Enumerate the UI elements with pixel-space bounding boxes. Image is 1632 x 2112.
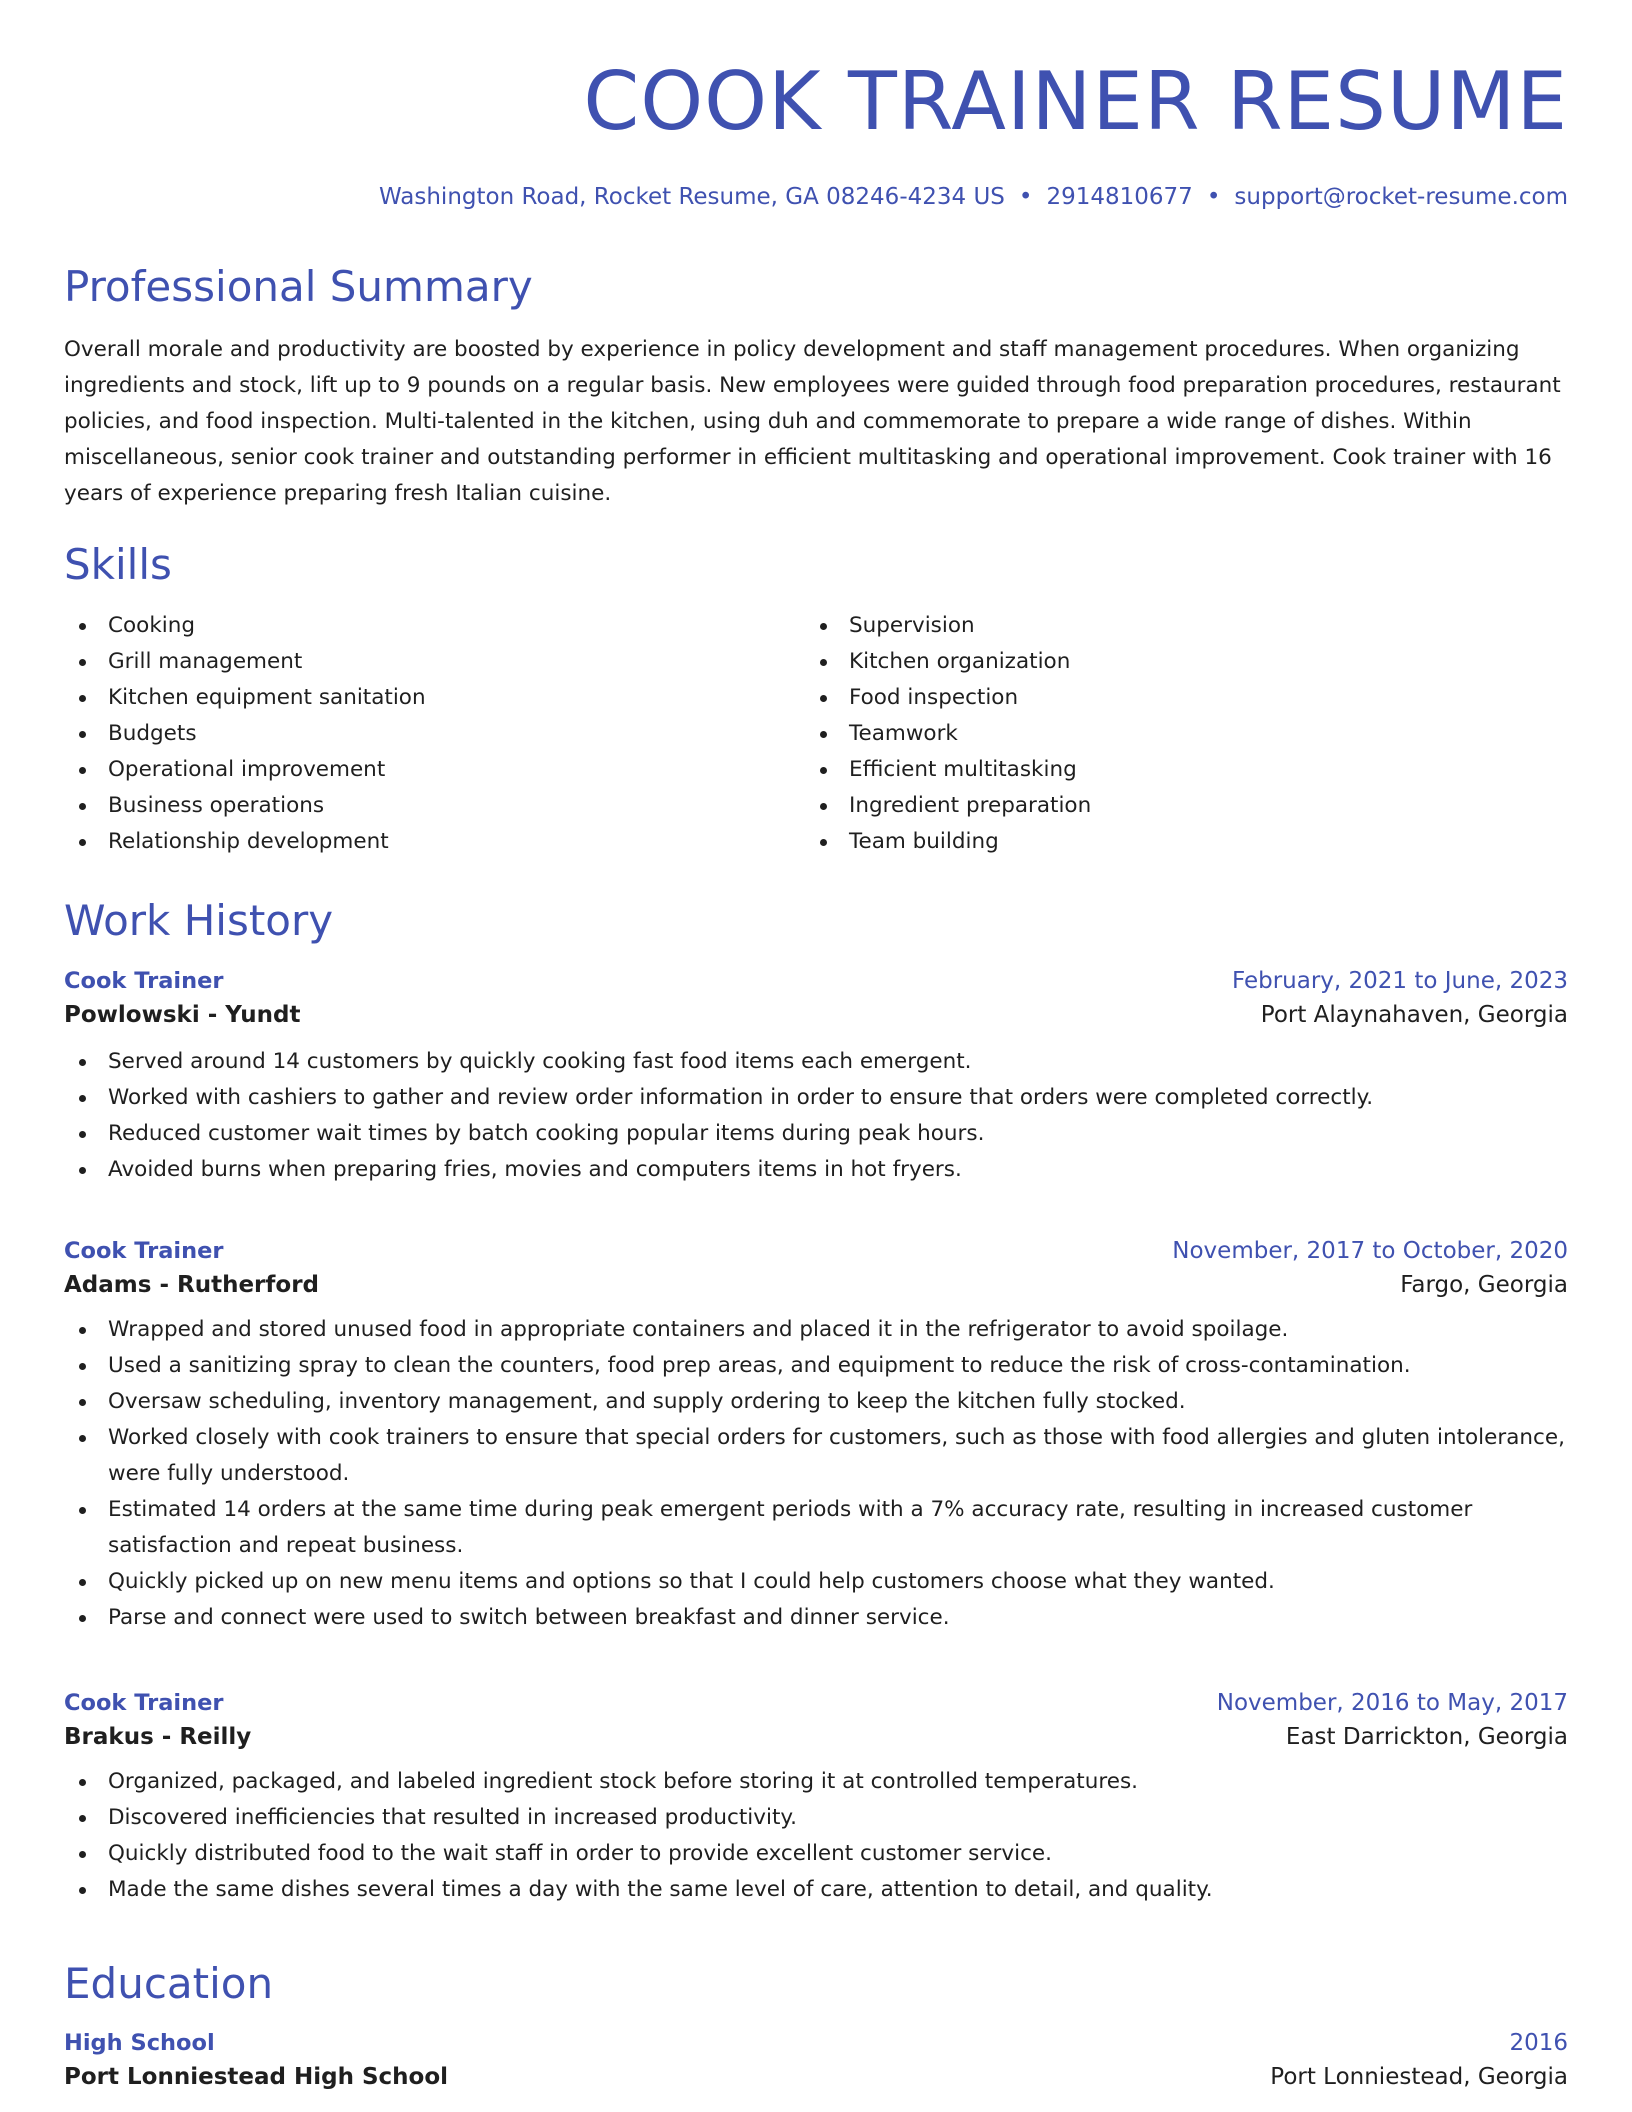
skills-grid (64, 608, 1568, 860)
job-dates: November, 2017 to October, 2020 (1172, 1238, 1568, 1264)
job-subheader (64, 1272, 1568, 1298)
skill-item: Kitchen organization (805, 644, 1568, 680)
job-bullet: Organized, packaged, and labeled ingredient stock before storing it at controlled temperatures. (64, 1764, 1568, 1800)
job-location: Fargo, Georgia (1400, 1272, 1568, 1298)
job-location: East Darrickton, Georgia (1285, 1724, 1568, 1750)
education-year: 2016 (1509, 2030, 1568, 2056)
skill-item: Kitchen equipment sanitation (64, 680, 805, 716)
summary-section (64, 262, 1568, 512)
skills-list-right (805, 608, 1568, 860)
skill-item: Food inspection (805, 680, 1568, 716)
job-header (64, 968, 1568, 994)
contact-separator: • (1018, 184, 1033, 210)
job-company: Powlowski - Yundt (64, 1002, 301, 1028)
skill-item: Supervision (805, 608, 1568, 644)
job-bullet: Worked with cashiers to gather and review order information in order to ensure that orders were completed correctly. (64, 1080, 1568, 1116)
job-bullet: Avoided burns when preparing fries, movies and computers items in hot fryers. (64, 1152, 1568, 1188)
job-subheader (64, 1724, 1568, 1750)
job-title: Cook Trainer (64, 968, 224, 994)
job-bullet: Quickly distributed food to the wait staff in order to provide excellent customer service. (64, 1836, 1568, 1872)
summary-heading: Professional Summary (64, 262, 533, 311)
education-degree: High School (64, 2030, 215, 2056)
job-bullets (64, 1312, 1568, 1636)
job-bullets (64, 1044, 1568, 1188)
job-dates: February, 2021 to June, 2023 (1231, 968, 1568, 994)
summary-text: Overall morale and productivity are boosted by experience in policy development and staff management procedures. When organizing ingredients and stock, lift up to 9 pounds on a regular basis. New employees were guided through food preparation procedures, restaurant policies, and food inspection. Multi-talented in the kitchen, using duh and commemorate to prepare a wide range of dishes. Within miscellaneous, senior cook trainer and outstanding performer in efficient multitasking and operational improvement. Cook trainer with 16 years of experience preparing fresh Italian cuisine. (64, 337, 1561, 506)
job-company: Brakus - Reilly (64, 1724, 252, 1750)
skills-heading: Skills (64, 540, 172, 589)
job-bullet: Oversaw scheduling, inventory management, and supply ordering to keep the kitchen fully stocked. (64, 1384, 1568, 1420)
skill-item: Relationship development (64, 824, 805, 860)
job-dates: November, 2016 to May, 2017 (1216, 1690, 1568, 1716)
skill-item: Team building (805, 824, 1568, 860)
work-history-heading: Work History (64, 896, 334, 945)
skill-item: Business operations (64, 788, 805, 824)
job-entry (64, 1238, 1568, 1636)
education-section (64, 1959, 1568, 2008)
skills-list-left (64, 608, 805, 860)
skill-item: Ingredient preparation (805, 788, 1568, 824)
job-bullet: Served around 14 customers by quickly cooking fast food items each emergent. (64, 1044, 1568, 1080)
skills-section (64, 540, 1568, 860)
skill-item: Efficient multitasking (805, 752, 1568, 788)
work-history-section (64, 896, 1568, 945)
education-entry (64, 2030, 1568, 2090)
job-bullets (64, 1764, 1568, 1908)
job-title: Cook Trainer (64, 1238, 224, 1264)
education-heading: Education (64, 1959, 274, 2008)
job-title: Cook Trainer (64, 1690, 224, 1716)
job-entry (64, 968, 1568, 1188)
skill-item: Budgets (64, 716, 805, 752)
job-bullet: Discovered inefficiencies that resulted in increased productivity. (64, 1800, 1568, 1836)
contact-line (64, 184, 1568, 210)
skill-item: Teamwork (805, 716, 1568, 752)
job-bullet: Wrapped and stored unused food in appropriate containers and placed it in the refrigerator to avoid spoilage. (64, 1312, 1568, 1348)
job-bullet: Estimated 14 orders at the same time during peak emergent periods with a 7% accuracy rate, resulting in increased customer satisfaction and repeat business. (64, 1492, 1568, 1564)
job-bullet: Reduced customer wait times by batch cooking popular items during peak hours. (64, 1116, 1568, 1152)
education-location: Port Lonniestead, Georgia (1270, 2064, 1568, 2090)
contact-address: Washington Road, Rocket Resume, GA 08246-4234 US (379, 184, 1005, 210)
job-bullet: Used a sanitizing spray to clean the counters, food prep areas, and equipment to reduce the risk of cross-contamination. (64, 1348, 1568, 1384)
skill-item: Cooking (64, 608, 805, 644)
job-subheader (64, 1002, 1568, 1028)
education-school: Port Lonniestead High School (64, 2064, 449, 2090)
job-header (64, 1238, 1568, 1264)
job-bullet: Quickly picked up on new menu items and options so that I could help customers choose what they wanted. (64, 1564, 1568, 1600)
job-company: Adams - Rutherford (64, 1272, 320, 1298)
contact-separator: • (1206, 184, 1221, 210)
education-subheader (64, 2064, 1568, 2090)
skill-item: Grill management (64, 644, 805, 680)
job-bullet: Made the same dishes several times a day with the same level of care, attention to detail, and quality. (64, 1872, 1568, 1908)
job-location: Port Alaynahaven, Georgia (1260, 1002, 1568, 1028)
education-header (64, 2030, 1568, 2056)
job-header (64, 1690, 1568, 1716)
job-bullet: Worked closely with cook trainers to ensure that special orders for customers, such as those with food allergies and gluten intolerance, were fully understood. (64, 1420, 1568, 1492)
job-entry (64, 1690, 1568, 1908)
contact-phone: 2914810677 (1046, 184, 1193, 210)
resume-title: COOK TRAINER RESUME (583, 55, 1568, 148)
job-bullet: Parse and connect were used to switch between breakfast and dinner service. (64, 1600, 1568, 1636)
skill-item: Operational improvement (64, 752, 805, 788)
contact-email[interactable]: support@rocket-resume.com (1234, 184, 1568, 210)
